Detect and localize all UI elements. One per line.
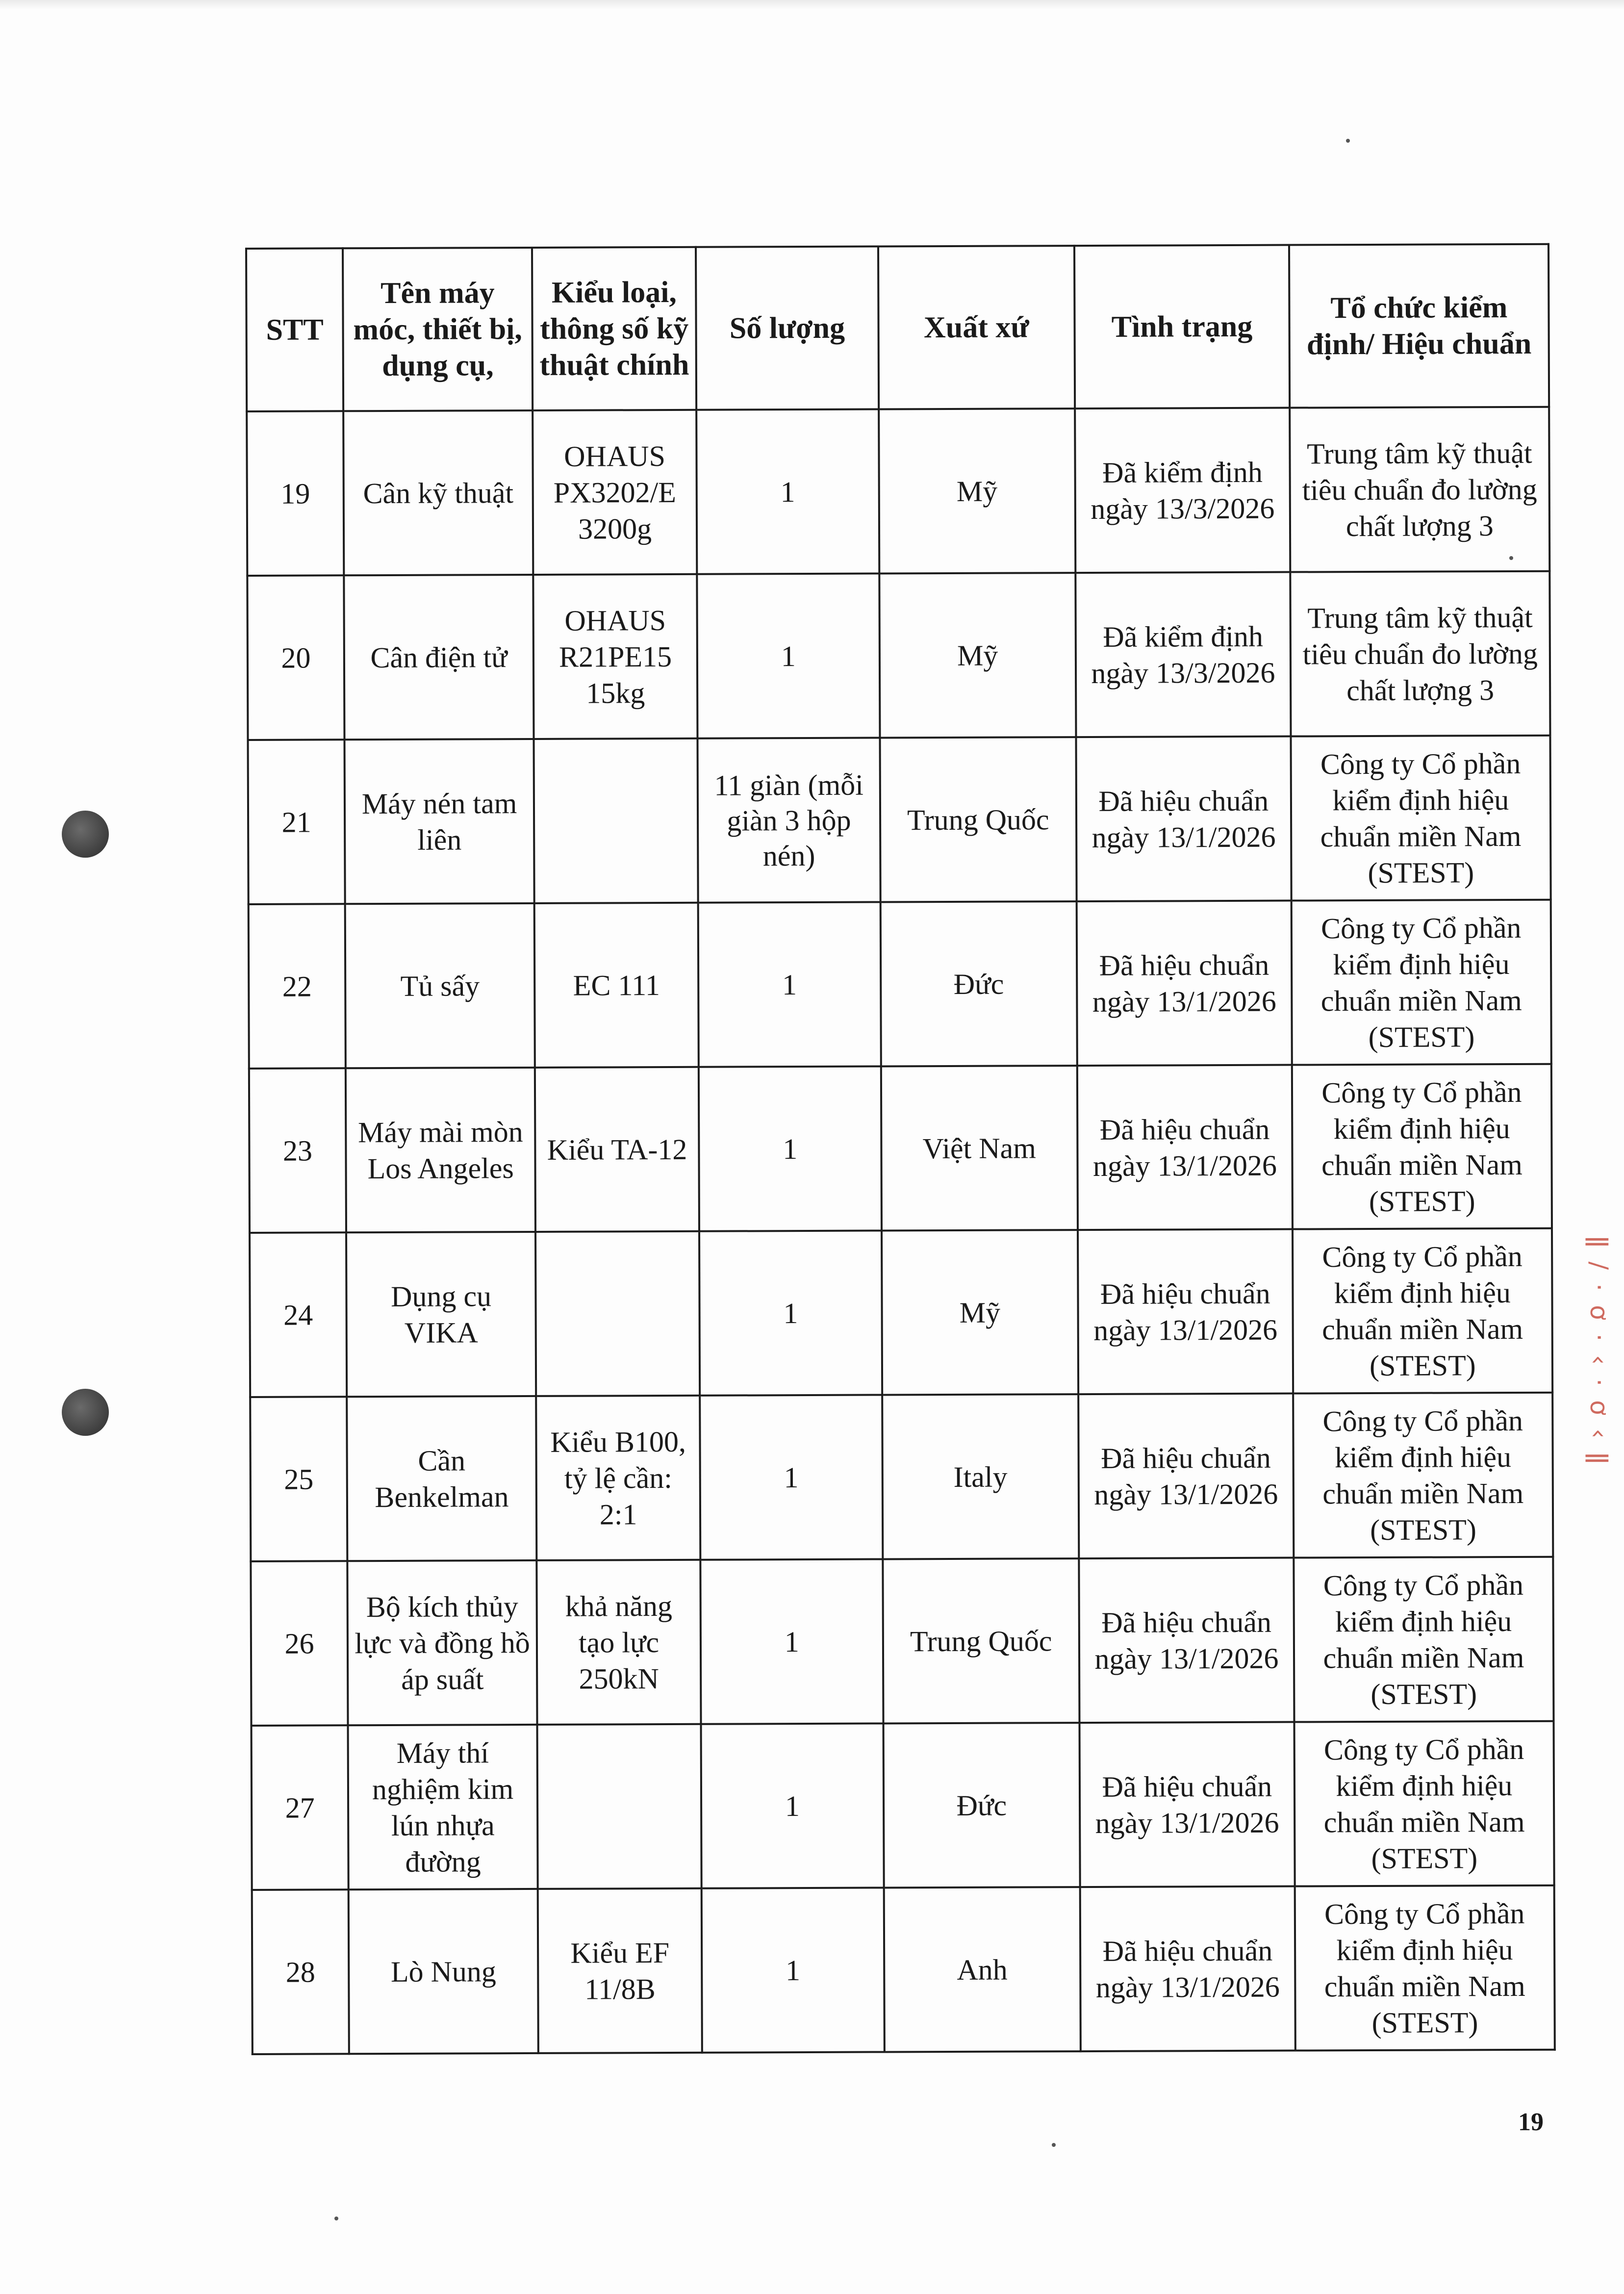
cell-qty: 1 <box>697 573 880 738</box>
cell-status: Đã hiệu chuẩn ngày 13/1/2026 <box>1078 1394 1294 1559</box>
cell-stt: 20 <box>247 575 344 740</box>
scan-speck <box>1346 139 1350 143</box>
cell-origin: Italy <box>882 1394 1079 1559</box>
cell-qty: 1 <box>699 1230 882 1395</box>
table-row <box>249 900 1551 1069</box>
cell-name: Lò Nung <box>349 1889 538 2054</box>
cell-origin: Mỹ <box>879 573 1076 738</box>
cell-org: Công ty Cổ phần kiểm định hiệu chuẩn miền Nam (STEST) <box>1293 1228 1552 1394</box>
cell-status: Đã hiệu chuẩn ngày 13/1/2026 <box>1079 1558 1294 1723</box>
page-number: 19 <box>1518 2108 1544 2136</box>
cell-org: Công ty Cổ phần kiểm định hiệu chuẩn miền Nam (STEST) <box>1291 900 1551 1065</box>
header-stt: STT <box>246 248 343 411</box>
scan-top-edge <box>0 0 1624 10</box>
cell-name: Cân điện tử <box>344 575 533 739</box>
cell-status: Đã kiểm định ngày 13/3/2026 <box>1075 572 1291 738</box>
cell-org: Công ty Cổ phần kiểm định hiệu chuẩn miền Nam (STEST) <box>1291 736 1550 901</box>
cell-name: Cân kỹ thuật <box>343 410 533 575</box>
table-row <box>247 571 1550 740</box>
table-header-row <box>246 244 1549 411</box>
header-quantity: Số lượng <box>696 246 879 409</box>
cell-qty: 1 <box>702 1887 885 2052</box>
punch-hole <box>62 1389 109 1436</box>
cell-origin: Anh <box>884 1887 1081 2052</box>
cell-name: Tủ sấy <box>345 903 535 1068</box>
cell-org: Công ty Cổ phần kiểm định hiệu chuẩn miền Nam (STEST) <box>1292 1064 1552 1229</box>
cell-origin: Đức <box>883 1723 1080 1887</box>
cell-origin: Trung Quốc <box>880 737 1077 902</box>
cell-stt: 25 <box>250 1397 347 1561</box>
cell-org: Công ty Cổ phần kiểm định hiệu chuẩn miền Nam (STEST) <box>1294 1721 1554 1886</box>
cell-name: Cần Benkelman <box>347 1396 536 1561</box>
equipment-table <box>245 243 1556 2055</box>
cell-origin: Đức <box>880 901 1077 1066</box>
table-row <box>249 1064 1552 1233</box>
header-origin: Xuất xứ <box>878 246 1075 409</box>
cell-qty: 1 <box>700 1395 883 1559</box>
cell-origin: Mỹ <box>882 1230 1079 1395</box>
cell-model: Kiểu TA-12 <box>535 1067 699 1232</box>
header-equipment-name: Tên máy móc, thiết bị, dụng cụ, <box>343 248 533 411</box>
cell-name: Máy mài mòn Los Angeles <box>346 1068 535 1232</box>
scan-speck <box>1052 2143 1056 2147</box>
cell-stt: 19 <box>247 411 344 576</box>
cell-model: EC 111 <box>534 903 699 1068</box>
table-row <box>250 1393 1553 1561</box>
cell-stt: 26 <box>251 1561 348 1726</box>
table-row <box>248 736 1551 904</box>
cell-status: Đã hiệu chuẩn ngày 13/1/2026 <box>1078 1229 1293 1395</box>
cell-model <box>535 1231 700 1396</box>
cell-model: khả năng tạo lực 250kN <box>536 1560 701 1725</box>
cell-stt: 28 <box>252 1889 349 2054</box>
cell-status: Đã hiệu chuẩn ngày 13/1/2026 <box>1080 1722 1295 1887</box>
cell-qty: 1 <box>700 1559 883 1724</box>
cell-model: Kiểu EF 11/8B <box>538 1888 702 2053</box>
cell-stt: 27 <box>252 1725 349 1890</box>
table-row <box>251 1557 1553 1726</box>
cell-model: Kiểu B100, tỷ lệ cần: 2:1 <box>536 1396 700 1560</box>
cell-origin: Trung Quốc <box>883 1558 1080 1723</box>
cell-org: Công ty Cổ phần kiểm định hiệu chuẩn miền Nam (STEST) <box>1295 1886 1555 2051</box>
cell-origin: Mỹ <box>879 408 1076 573</box>
cell-stt: 21 <box>248 739 345 904</box>
cell-model: OHAUS R21PE15 15kg <box>533 574 697 739</box>
scan-speck <box>334 2217 338 2220</box>
punch-hole <box>62 811 109 858</box>
cell-stt: 22 <box>249 904 346 1069</box>
header-status: Tình trạng <box>1074 245 1290 409</box>
cell-model <box>534 739 698 903</box>
cell-stt: 23 <box>249 1068 346 1233</box>
cell-name: Máy nén tam liên <box>345 739 534 904</box>
cell-org: Công ty Cổ phần kiểm định hiệu chuẩn miền Nam (STEST) <box>1294 1557 1553 1722</box>
cell-stt: 24 <box>250 1232 347 1397</box>
cell-qty: 1 <box>701 1723 884 1888</box>
cell-status: Đã hiệu chuẩn ngày 13/1/2026 <box>1080 1886 1295 2052</box>
cell-org: Công ty Cổ phần kiểm định hiệu chuẩn miền Nam (STEST) <box>1293 1393 1553 1558</box>
cell-name: Bộ kích thủy lực và đồng hồ áp suất <box>347 1560 537 1725</box>
cell-status: Đã hiệu chuẩn ngày 13/1/2026 <box>1077 1065 1293 1230</box>
header-model-spec: Kiểu loại, thông số kỹ thuật chính <box>532 247 696 410</box>
cell-origin: Việt Nam <box>881 1066 1078 1230</box>
cell-qty: 1 <box>696 409 879 574</box>
cell-status: Đã kiểm định ngày 13/3/2026 <box>1075 408 1290 573</box>
cell-name: Dụng cụ VIKA <box>346 1232 536 1397</box>
cell-qty: 1 <box>698 902 881 1067</box>
cell-org: Trung tâm kỹ thuật tiêu chuẩn đo lường chất lượng 3 <box>1290 407 1549 572</box>
header-calibration-org: Tổ chức kiểm định/ Hiệu chuẩn <box>1289 244 1549 408</box>
cell-model: OHAUS PX3202/E 3200g <box>533 410 697 575</box>
cell-qty: 1 <box>699 1066 882 1231</box>
table-row <box>250 1228 1552 1397</box>
cell-name: Máy thí nghiệm kim lún nhựa đường <box>348 1725 538 1889</box>
table-row <box>247 407 1549 576</box>
margin-stamp-mark: ǁ / · ơ · ‹ · ơ ‹ ǁ <box>1585 1236 1613 1467</box>
cell-status: Đã hiệu chuẩn ngày 13/1/2026 <box>1076 737 1292 902</box>
cell-status: Đã hiệu chuẩn ngày 13/1/2026 <box>1077 901 1292 1066</box>
table-row <box>252 1886 1555 2054</box>
cell-org: Trung tâm kỹ thuật tiêu chuẩn đo lường chất lượng 3 <box>1290 571 1550 737</box>
table-row <box>252 1721 1554 1890</box>
cell-qty: 11 giàn (mỗi giàn 3 hộp nén) <box>698 738 881 902</box>
cell-model <box>537 1724 702 1889</box>
